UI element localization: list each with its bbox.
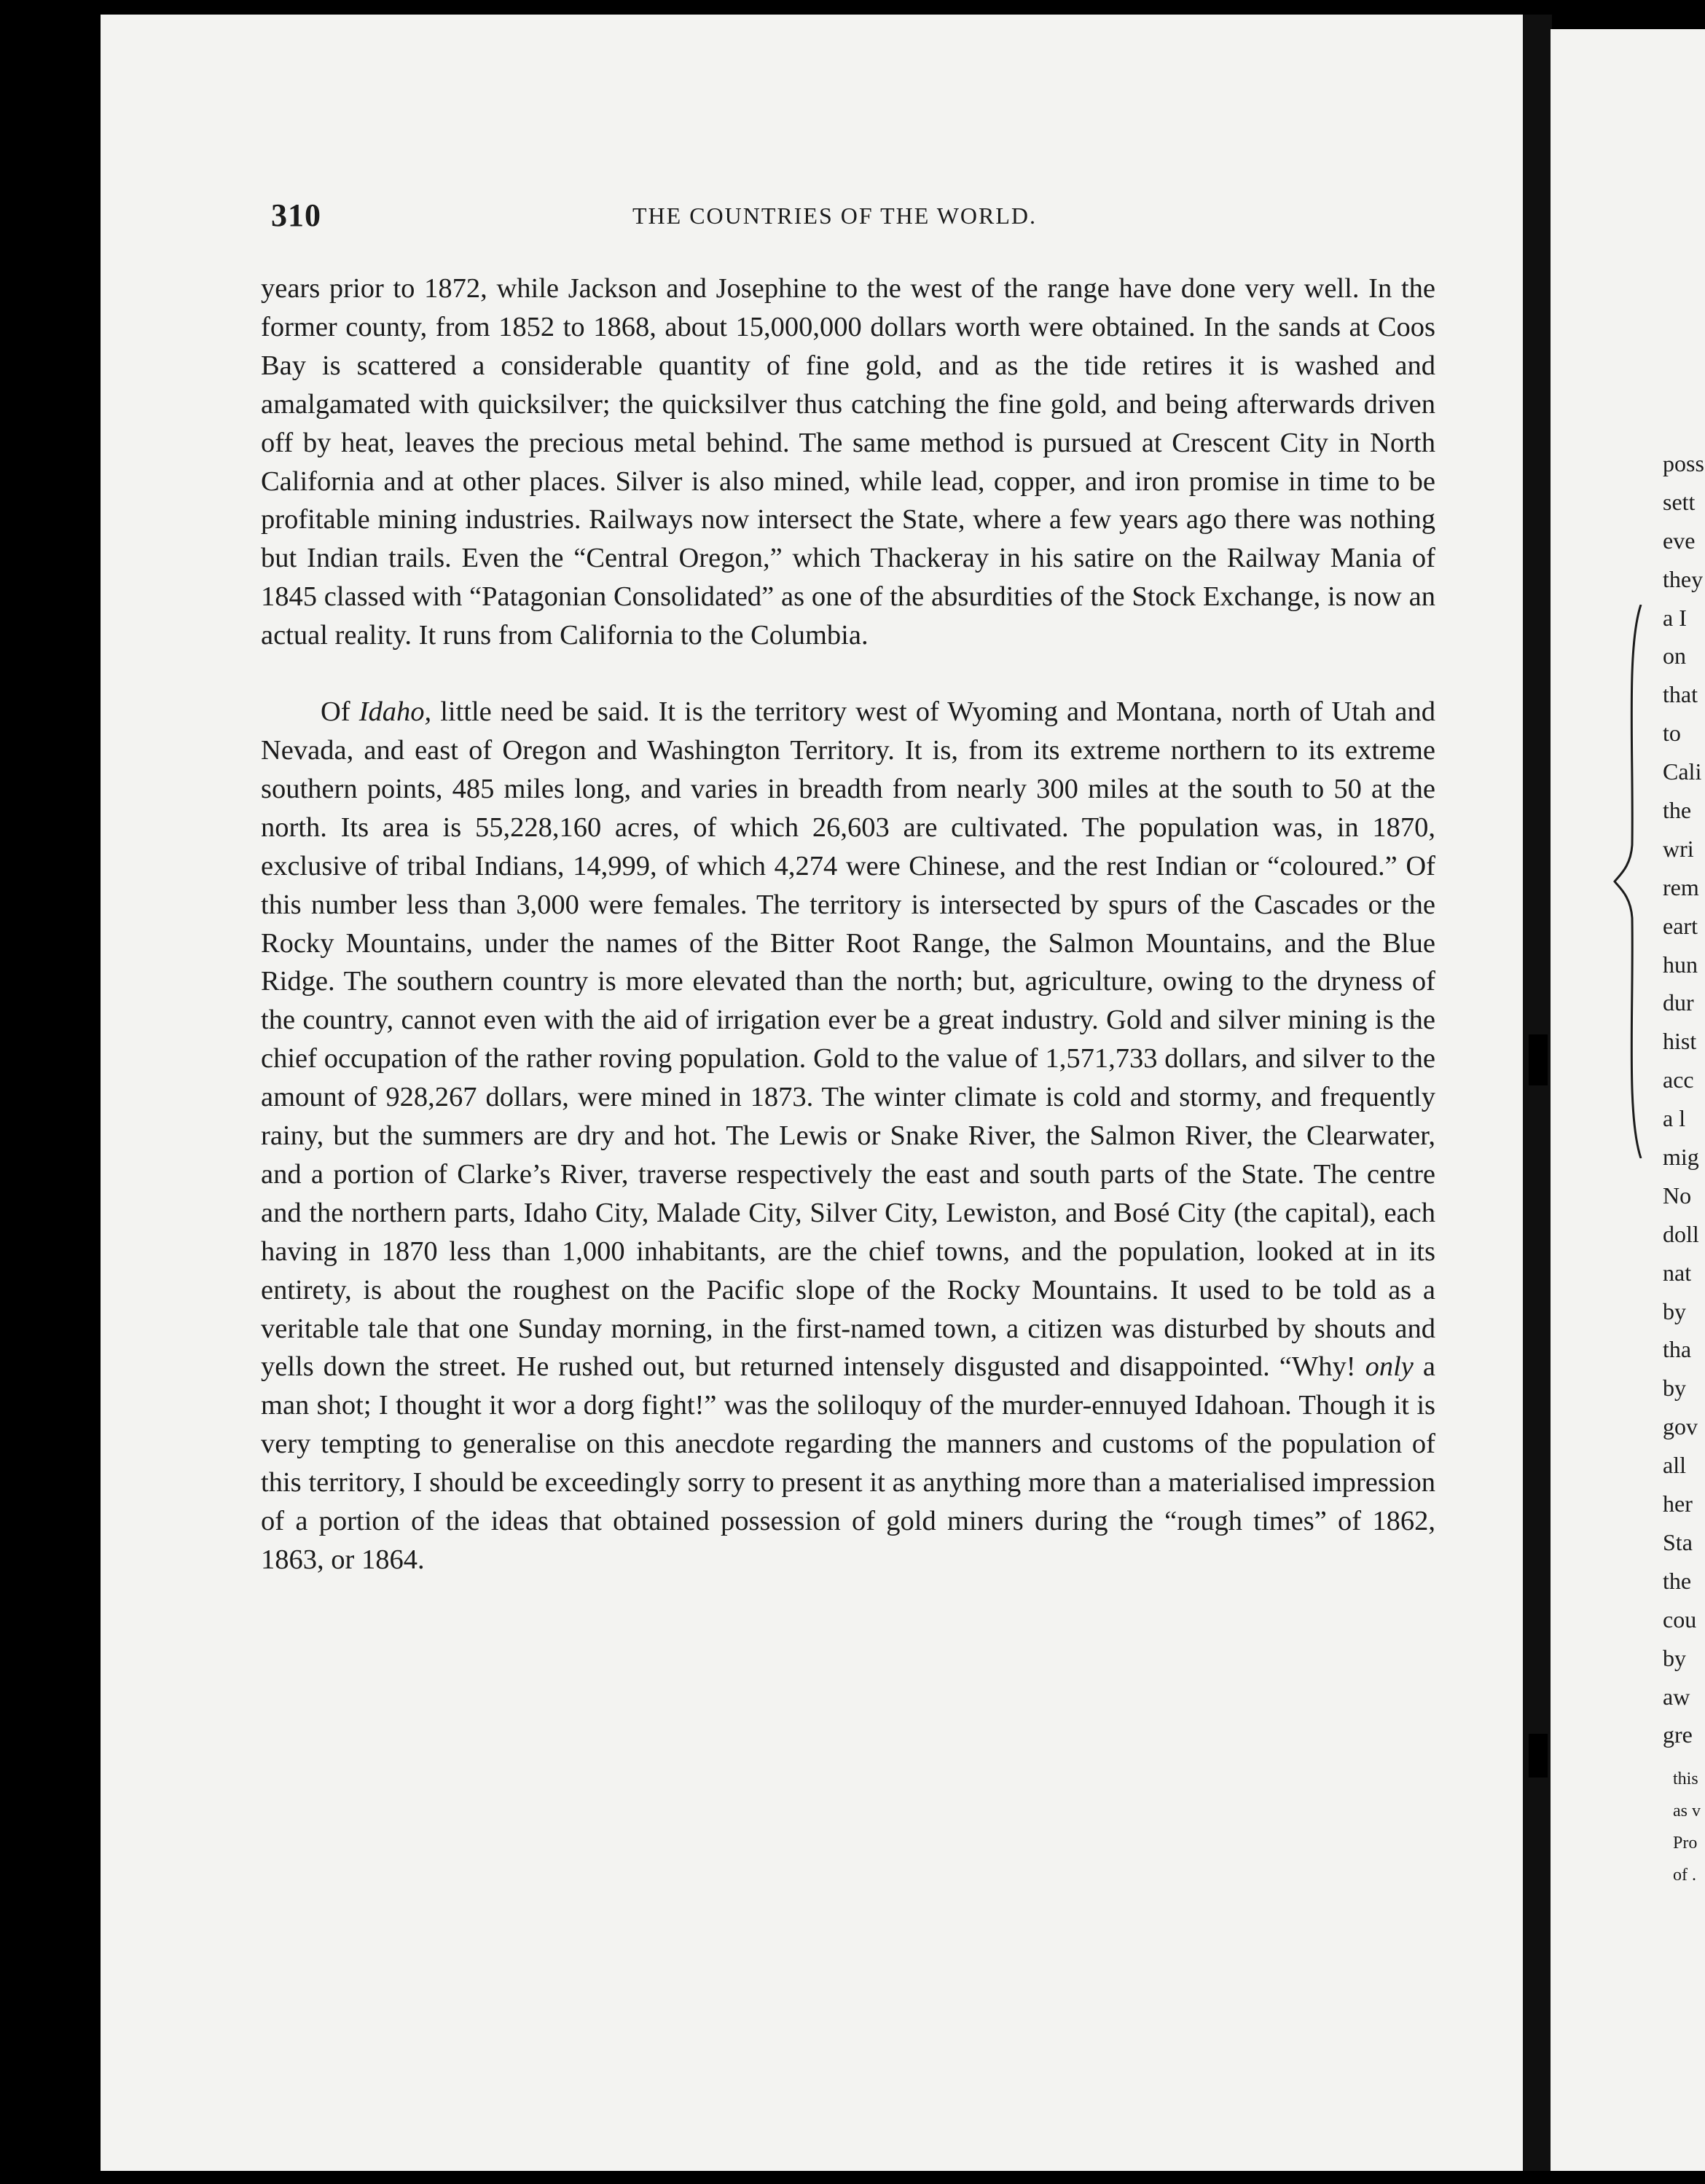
paragraph-idaho-prefix: Of [321, 696, 359, 728]
facing-page-line: eart [1663, 912, 1698, 939]
facing-page-text [1663, 444, 1705, 1754]
paragraph-oregon: years prior to 1872, while Jackson and Josephine to the west of the range have done very well. In the former county, from 1852 to 1868, about 15,000,000 dollars worth were obtained. In the sands at Coos Bay is scattered a considerable quantity of fine gold, and as the tide retires it is washed and amalgamated with quicksilver; the quicksilver thus catching the fine gold, and being afterwards driven off by heat, leaves the precious metal behind. The same method is pursued at Crescent City in North California and at other places. Silver is also mined, while lead, copper, and iron promise in time to be profitable mining industries. Railways now intersect the State, where a few years ago there was nothing but Indian trails. Even the “Central Oregon,” which Thackeray in his satire on the Railway Mania of 1845 classed with “Patagonian Consolidated” as one of the absurdities of the Stock Exchange, is now an actual reality. It runs from California to the Columbia. [261, 273, 1435, 651]
facing-page-line: dur [1663, 989, 1694, 1016]
facing-page-line: all [1663, 1452, 1686, 1479]
facing-page-line: tha [1663, 1336, 1692, 1363]
page-number: 310 [271, 197, 321, 233]
facing-page-line: the [1663, 1567, 1692, 1594]
facing-page-line: wri [1663, 835, 1694, 862]
page-gutter [1523, 15, 1552, 2171]
facing-page-brace [1612, 605, 1655, 1158]
facing-page-line: doll [1663, 1220, 1699, 1247]
facing-page-line: by [1663, 1644, 1686, 1671]
facing-page-line: a l [1663, 1105, 1686, 1132]
facing-page-footnote-line: Pro [1673, 1834, 1698, 1853]
facing-page-line: nat [1663, 1259, 1692, 1286]
page-header [271, 197, 1437, 240]
paragraph-idaho-end: a man shot; I thought it wor a dorg fight!” was the soliloquy of the murder-ennuyed Idahoan. Though it is very tempting to generalise on this anecdote regarding the manners and customs of the population of this territory, I should be exceedingly sorry to present it as anything more than a materialised impression of a portion of the ideas that obtained possession of gold miners during the “rough times” of 1862, 1863, or 1864. [261, 1351, 1435, 1575]
facing-page-footnote-line: of . [1673, 1866, 1696, 1885]
facing-page-footnote-line: this [1673, 1769, 1698, 1788]
facing-page-footnote-line: as v [1673, 1802, 1701, 1820]
facing-page-line: by [1663, 1375, 1686, 1402]
facing-page-line: by [1663, 1297, 1686, 1324]
paragraph-idaho [261, 693, 1435, 1579]
facing-page-line: hun [1663, 951, 1698, 978]
facing-page-line: aw [1663, 1683, 1690, 1710]
facing-page-line: mig [1663, 1144, 1699, 1171]
facing-page-line: gov [1663, 1413, 1698, 1440]
paragraph-idaho-title: Idaho, [358, 696, 432, 728]
gutter-edge-mark [1529, 1734, 1548, 1778]
page-body [261, 270, 1435, 1579]
facing-page-line: that [1663, 681, 1698, 708]
facing-page-line: rem [1663, 873, 1699, 900]
facing-page-line: Sta [1663, 1528, 1693, 1555]
facing-page-line: to [1663, 720, 1681, 747]
facing-page-line: sett [1663, 488, 1696, 515]
facing-page-line: cou [1663, 1606, 1697, 1633]
facing-page-line: No [1663, 1182, 1692, 1209]
facing-page-line: her [1663, 1490, 1693, 1517]
facing-page-footnote [1673, 1763, 1705, 1891]
facing-page-line: the [1663, 797, 1692, 824]
facing-page-line: they [1663, 565, 1704, 592]
facing-page-line: eve [1663, 527, 1696, 554]
facing-page-line: acc [1663, 1067, 1694, 1093]
facing-page-line: hist [1663, 1028, 1697, 1055]
gutter-edge-mark [1529, 1034, 1548, 1085]
paragraph-idaho-emphasis: only [1365, 1351, 1414, 1383]
facing-page-line: Cali [1663, 758, 1702, 785]
paragraph-idaho-body: little need be said. It is the territory west of Wyoming and Montana, north of Utah and Nevada, and east of Oregon and Washington Territory. It is, from its extreme northern to its extreme southern points, 485 miles long, and varies in breadth from nearly 300 miles at the south to 50 at the north. Its area is 55,228,160 acres, of which 26,603 are cultivated. The population was, in 1870, exclusive of tribal Indians, 14,999, of which 4,274 were Chinese, and the rest Indian or “coloured.” Of this number less than 3,000 were females. The territory is intersected by spurs of the Cascades or the Rocky Mountains, under the names of the Bitter Root Range, the Salmon Mountains, and the Blue Ridge. The southern country is more elevated than the north; but, agriculture, owing to the dryness of the country, cannot even with the aid of irrigation ever be a great industry. Gold and silver mining is the chief occupation of the rather roving population. Gold to the value of 1,571,733 dollars, and silver to the amount of 928,267 dollars, were mined in 1873. The winter climate is cold and stormy, and frequently rainy, but the summers are dry and hot. The Lewis or Snake River, the Salmon River, the Clearwater, and a portion of Clarke’s River, traverse respectively the east and south parts of the State. The centre and the northern parts, Idaho City, Malade City, Silver City, Lewiston, and Bosé City (the capital), each having in 1870 less than 1,000 inhabitants, are the chief towns, and the population, looked at in its entirety, is about the roughest on the Pacific slope of the Rocky Mountains. It used to be told as a veritable tale that one Sunday morning, in the first-named town, a citizen was disturbed by shouts and yells down the street. He rushed out, but returned intensely disgusted and disappointed. “Why! [261, 696, 1436, 1383]
running-head: THE COUNTRIES OF THE WORLD. [632, 203, 1038, 229]
facing-page-line: poss [1663, 450, 1704, 476]
facing-page-line: on [1663, 643, 1686, 669]
facing-page-line: gre [1663, 1721, 1693, 1748]
facing-page-line: a I [1663, 604, 1687, 631]
